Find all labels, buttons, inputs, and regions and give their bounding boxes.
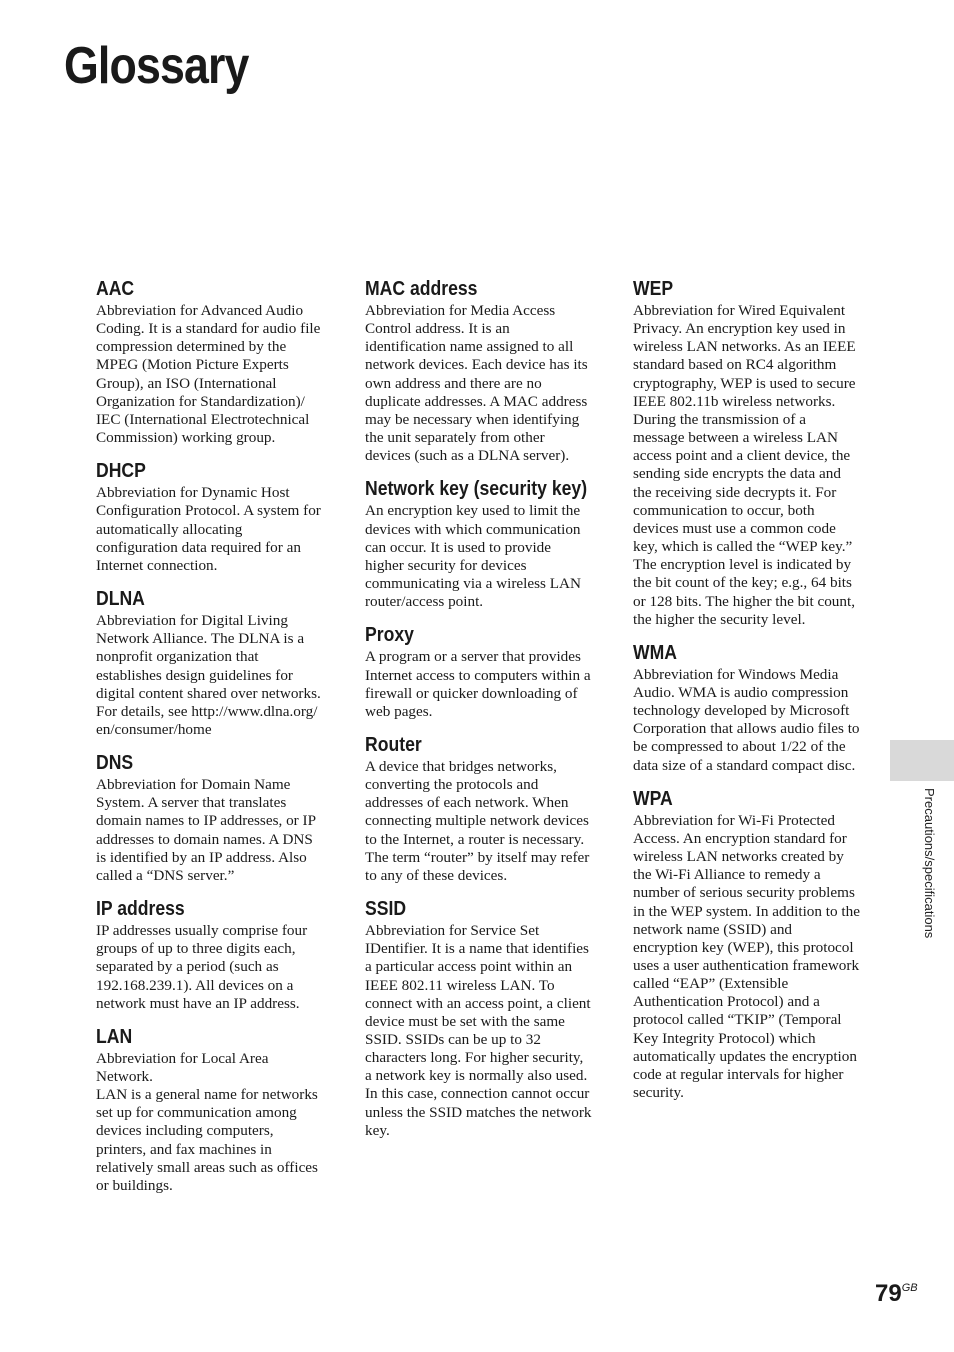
glossary-term: Router <box>365 733 422 756</box>
glossary-entry-dns <box>96 750 336 885</box>
page-number <box>875 1280 918 1308</box>
glossary-term: DHCP <box>96 460 146 483</box>
page-number-suffix: GB <box>901 1282 918 1294</box>
glossary-entry-ssid <box>365 896 605 1140</box>
section-tab-marker <box>890 740 954 781</box>
glossary-term: DNS <box>96 752 134 775</box>
glossary-entry-aac <box>96 276 336 447</box>
glossary-term: WPA <box>633 787 673 810</box>
glossary-definition: Abbreviation for Dynamic Host Configuration Protocol. A system for automatically allocating configuration data required for an Internet connection. <box>96 484 321 574</box>
glossary-definition: A device that bridges networks, converting the protocols and addresses of each network. When connecting multiple network devices to the Internet, a router is necessary. The term “router” by itself may refer to any of these devices. <box>365 757 590 884</box>
page-number-value: 79 <box>875 1280 902 1307</box>
glossary-definition: A program or a server that provides Internet access to computers within a firewall or quicker downloading of web pages. <box>365 648 591 720</box>
glossary-entry-dhcp <box>96 458 336 575</box>
glossary-definition: Abbreviation for Media Access Control address. It is an identification name assigned to all network devices. Each device has its own address and there are no duplicate addresses. A MAC address may be necessary when identifying the unit separately from other devices (such as a DLNA server). <box>365 302 588 465</box>
page-title: Glossary <box>64 37 249 95</box>
glossary-column-1 <box>96 276 336 1206</box>
glossary-entry-proxy <box>365 622 605 721</box>
glossary-entry-router <box>365 732 605 885</box>
glossary-definition: Abbreviation for Digital Living Network Alliance. The DLNA is a nonprofit organization that establishes design guidelines for digital content shared over networks. For details, see http://www.dlna.org/ en/consumer/home <box>96 612 321 738</box>
glossary-term: MAC address <box>365 278 478 300</box>
glossary-term: IP address <box>96 898 185 921</box>
glossary-definition: Abbreviation for Service Set IDentifier. It is a name that identifies a particular access point within an IEEE 802.11 wireless LAN. To connect with an access point, a client device must be set with the same SSID. SSIDs can be up to 32 characters long. For higher security, a network key is normally also used. In this case, connection cannot occur unless the SSID matches the network key. <box>365 922 592 1139</box>
glossary-term: DLNA <box>96 588 145 611</box>
glossary-entry-ip-address <box>96 896 336 1013</box>
glossary-definition: Abbreviation for Wired Equivalent Privacy. An encryption key used in wireless LAN networks. As an IEEE standard based on RC4 algorithm cryptography, WEP is used to secure IEEE 802.11b wireless networks. During the transmission of a message between a wireless LAN access point and a client device, the sending side encrypts the data and the receiving side decrypts it. For communication to occur, both devices must use a common code key, which is called the “WEP key.” The encryption level is indicated by the bit count of the key; e.g., 64 bits or 128 bits. The higher the bit count, the higher the security level. <box>633 302 856 628</box>
glossary-definition: An encryption key used to limit the devices with which communication can occur. It is used to provide higher security for devices communicating via a wireless LAN router/access point. <box>365 502 581 611</box>
glossary-term: WEP <box>633 278 674 300</box>
glossary-term: SSID <box>365 898 407 921</box>
glossary-definition: Abbreviation for Local Area Network. LAN is a general name for networks set up for communication among devices including computers, printers, and fax machines in relatively small areas such as offices or buildings. <box>96 1049 318 1194</box>
glossary-definition: IP addresses usually comprise four groups of up to three digits each, separated by a period (such as 192.168.239.1). All devices on a network must have an IP address. <box>96 922 308 1012</box>
glossary-term: LAN <box>96 1025 133 1048</box>
glossary-entry-wpa <box>633 786 873 1103</box>
glossary-definition: Abbreviation for Wi-Fi Protected Access. An encryption standard for wireless LAN networks created by the Wi-Fi Alliance to remedy a number of serious security problems in the WEP system. In addition to the network name (SSID) and encryption key (WEP), this protocol uses a user authentication framework called “EAP” (Extensible Authentication Protocol) and a protocol called “TKIP” (Temporal Key Integrity Protocol) which automatically updates the encryption code at regular intervals for higher security. <box>633 811 860 1102</box>
glossary-term: AAC <box>96 278 135 300</box>
glossary-definition: Abbreviation for Windows Media Audio. WMA is audio compression technology developed by Microsoft Corporation that allows audio files to be compressed to about 1/22 of the data size of a standard compact disc. <box>633 665 860 774</box>
glossary-definition: Abbreviation for Advanced Audio Coding. It is a standard for audio file compression determined by the MPEG (Motion Picture Experts Group), an ISO (International Organization for Standardization)/ IEC (International Electrotechnical Commission) working group. <box>96 302 321 447</box>
glossary-entry-wma <box>633 640 873 775</box>
glossary-entry-wep <box>633 276 873 629</box>
glossary-entry-mac-address <box>365 276 605 465</box>
glossary-term: Proxy <box>365 624 414 647</box>
glossary-entry-dlna <box>96 586 336 739</box>
glossary-column-3 <box>633 276 873 1113</box>
glossary-term: Network key (security key) <box>365 478 588 501</box>
glossary-term: WMA <box>633 641 677 664</box>
glossary-column-2 <box>365 276 605 1151</box>
glossary-definition: Abbreviation for Domain Name System. A server that translates domain names to IP addresses, or IP addresses to domain names. A DNS is identified by an IP address. Also called a “DNS server.” <box>96 776 317 884</box>
glossary-entry-network-key <box>365 476 605 611</box>
section-label: Precautions/specifications <box>922 788 937 939</box>
glossary-entry-lan <box>96 1024 336 1195</box>
